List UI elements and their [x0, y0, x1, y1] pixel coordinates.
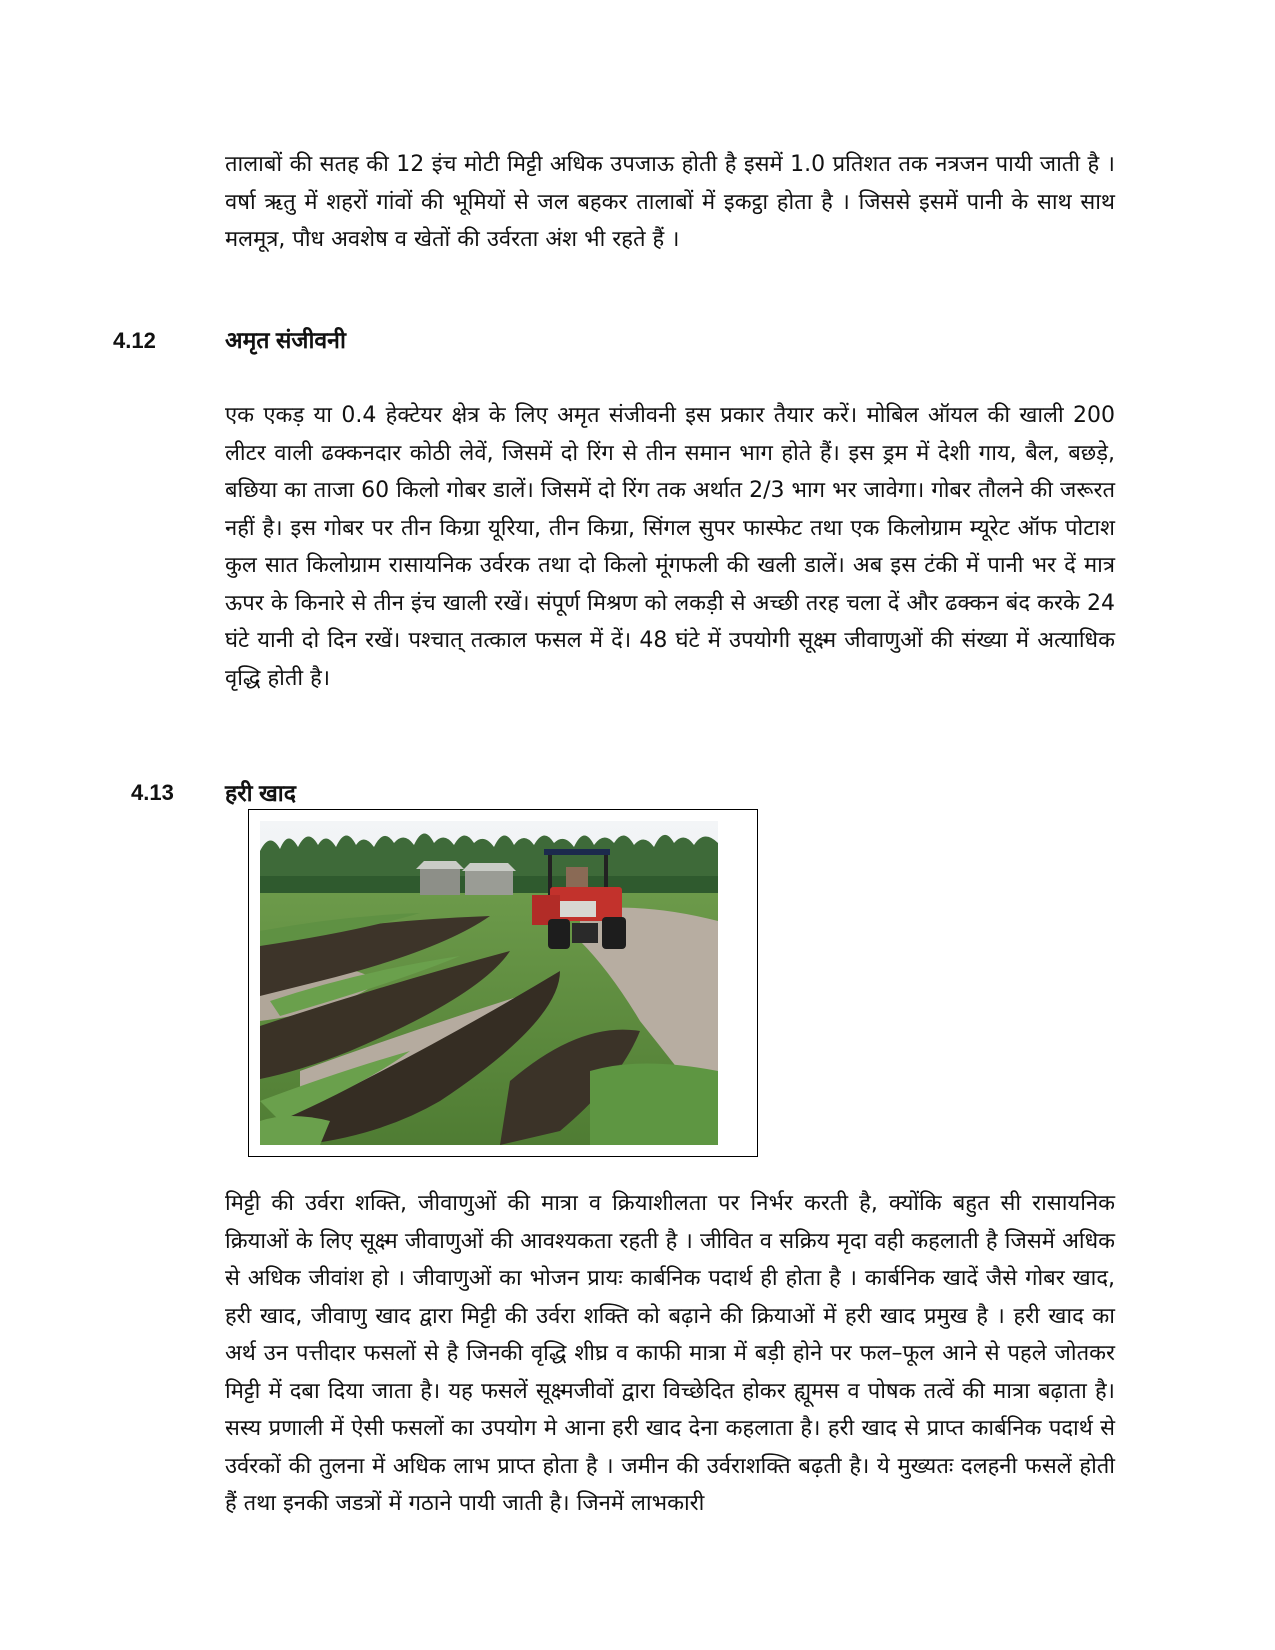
section-number-4-13: 4.13	[131, 780, 174, 805]
tractor-field-photo	[260, 821, 718, 1145]
amrit-sanjeevani-paragraph: एक एकड़ या 0.4 हेक्टेयर क्षेत्र के लिए अमृत संजीवनी इस प्रकार तैयार करें। मोबिल ऑयल की खाली 200 लीटर वाली ढक्कनदार कोठी लेवें, जिसमें दो रिंग से तीन समान भाग होते हैं। इस ड्रम में देशी गाय, बैल, बछड़े, बछिया का ताजा 60 किलो गोबर डालें। जिसमें दो रिंग तक अर्थात 2/3 भाग भर जावेगा। गोबर तौलने की जरूरत नहीं है। इस गोबर पर तीन किग्रा यूरिया, तीन किग्रा, सिंगल सुपर फास्फेट तथा एक किलोग्राम म्यूरेट ऑफ पोटाश कुल सात किलोग्राम रासायनिक उर्वरक तथा दो किलो मूंगफली की खली डालें। अब इस टंकी में पानी भर दें मात्र ऊपर के किनारे से तीन इंच खाली रखें। संपूर्ण मिश्रण को लकड़ी से अच्छी तरह चला दें और ढक्कन बंद करके 24 घंटे यानी दो दिन रखें। पश्चात् तत्काल फसल में दें। 48 घंटे में उपयोगी सूक्ष्म जीवाणुओं की संख्या में अत्याधिक वृद्धि होती है।	[225, 403, 1115, 691]
green-manure-paragraph: मिट्टी की उर्वरा शक्ति, जीवाणुओं की मात्रा व क्रियाशीलता पर निर्भर करती है, क्योंकि बहुत सी रासायनिक क्रियाओं के लिए सूक्ष्म जीवाणुओं की आवश्यकता रहती है । जीवित व सक्रिय मृदा वही कहलाती है जिसमें अधिक से अधिक जीवांश हो । जीवाणुओं का भोजन प्रायः कार्बनिक पदार्थ ही होता है । कार्बनिक खादें जैसे गोबर खाद, हरी खाद, जीवाणु खाद द्वारा मिट्टी की उर्वरा शक्ति को बढ़ाने की क्रियाओं में हरी खाद प्रमुख है । हरी खाद का अर्थ उन पत्तीदार फसलों से है जिनकी वृद्धि शीघ्र व काफी मात्रा में बड़ी होने पर फल–फूल आने से पहले जोतकर मिट्टी में दबा दिया जाता है। यह फसलें सूक्ष्मजीवों द्वारा विच्छेदित होकर ह्यूमस व पोषक तत्वें की मात्रा बढ़ाता है। सस्य प्रणाली में ऐसी फसलों का उपयोग मे आना हरी खाद देना कहलाता है। हरी खाद से प्राप्त कार्बनिक पदार्थ से उर्वरकों की तुलना में अधिक लाभ प्राप्त होता है । जमीन की उर्वराशक्ति बढ़ती है। ये मुख्यतः दलहनी फसलें होती हैं तथा इनकी जडत्रों में गठाने पायी जाती है। जिनमें लाभकारी	[225, 1191, 1115, 1516]
intro-paragraph: तालाबों की सतह की 12 इंच मोटी मिट्टी अधिक उपजाऊ होती है इसमें 1.0 प्रतिशत तक नत्रजन पायी जाती है । वर्षा ऋतु में शहरों गांवों की भूमियों से जल बहकर तालाबों में इकट्ठा होता है । जिससे इसमें पानी के साथ साथ मलमूत्र, पौध अवशेष व खेतों की उर्वरता अंश भी रहते हैं ।	[225, 152, 1115, 252]
green-manure-photo-frame	[248, 809, 758, 1157]
section-number-4-12: 4.12	[113, 328, 156, 353]
section-title-green-manure: हरी खाद	[225, 780, 296, 806]
section-title-amrit-sanjeevani: अमृत संजीवनी	[225, 327, 346, 353]
